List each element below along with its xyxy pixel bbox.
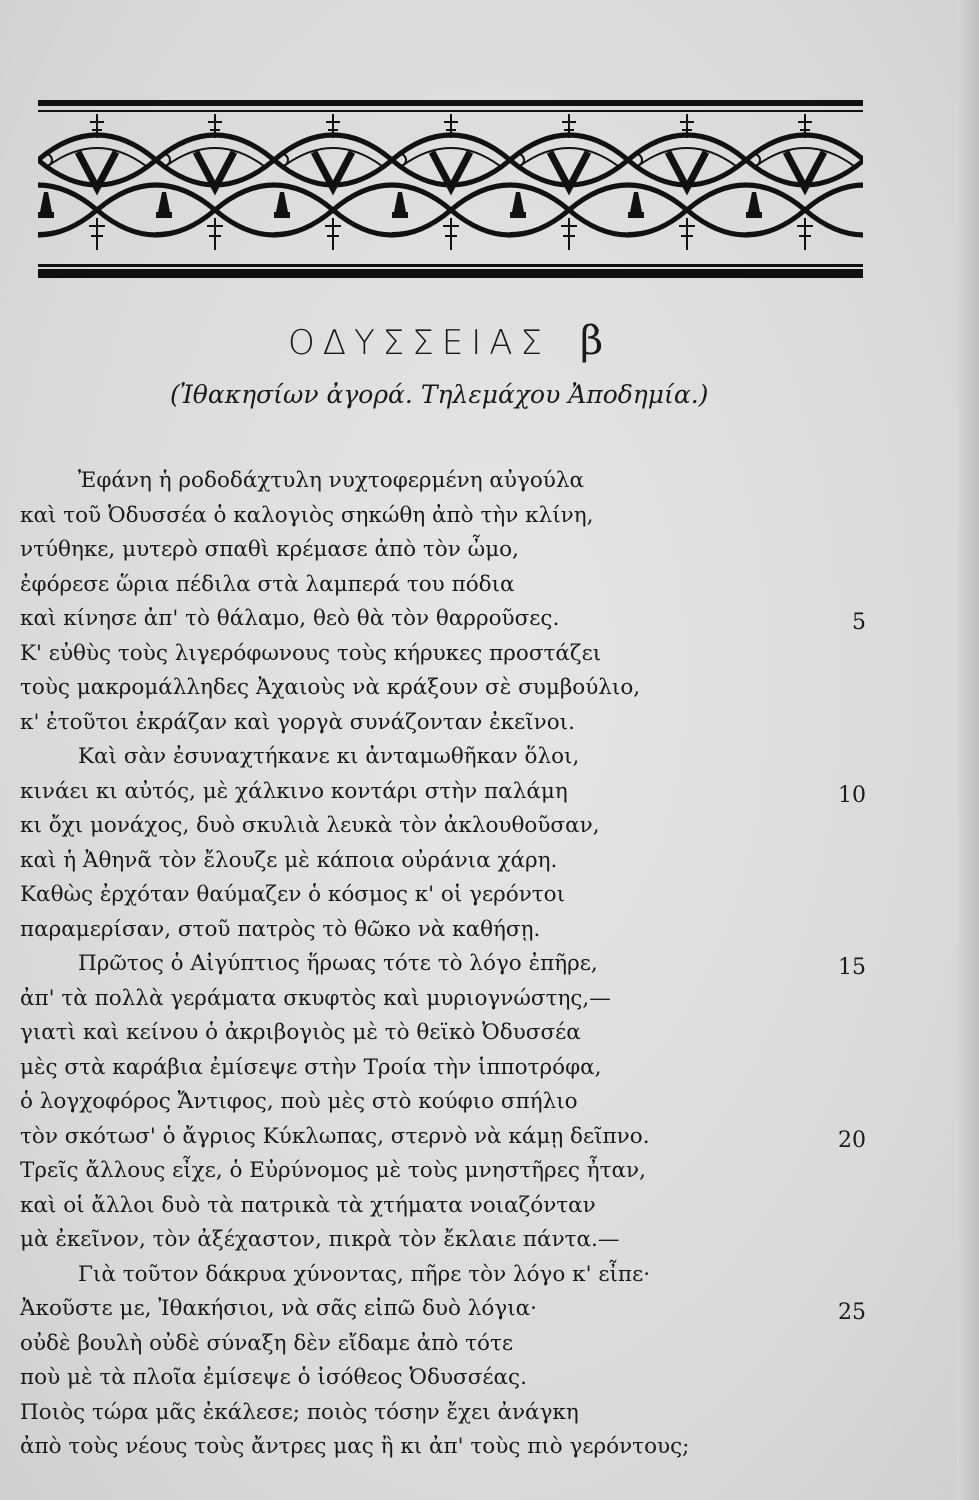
poem-line: ὁ λογχοφόρος Ἄντιφος, ποὺ μὲς στὸ κούφιο σπήλιο	[20, 1089, 578, 1114]
poem-line: ποὺ μὲ τὰ πλοῖα ἐμίσεψε ὁ ἰσόθεος Ὀδυσσέας.	[20, 1365, 527, 1390]
line-number: 5	[852, 610, 866, 635]
poem-line: καὶ οἱ ἄλλοι δυὸ τὰ πατρικὰ τὰ χτήματα νοιαζόνταν	[20, 1192, 596, 1218]
poem-line: οὐδὲ βουλὴ οὐδὲ σύναξη δὲν εἴδαμε ἀπὸ τότε	[20, 1330, 513, 1356]
poem-line: Γιὰ τοῦτον δάκρυα χύνοντας, πῆρε τὸν λόγο κ' εἶπε·	[78, 1261, 651, 1287]
line-number: 10	[838, 782, 866, 808]
poem-line: Πρῶτος ὁ Αἰγύπτιος ἥρωας τότε τὸ λόγο ἐπῆρε,	[78, 951, 598, 976]
poem-line: ἐφόρεσε ὥρια πέδιλα στὰ λαμπερά του πόδια	[20, 571, 515, 597]
poem-line: μὰ ἐκεῖνον, τὸν ἀξέχαστον, πικρὰ τὸν ἔκλαιε πάντα.—	[20, 1227, 620, 1252]
line-number: 20	[838, 1127, 866, 1153]
poem-line: καὶ ἡ Ἀθηνᾶ τὸν ἔλουζε μὲ κάποια οὐράνια χάρη.	[20, 847, 558, 873]
poem-line: ντύθηκε, μυτερὸ σπαθὶ κρέμασε ἀπὸ τὸν ὦμο,	[20, 537, 519, 562]
poem-line: καὶ κίνησε ἀπ' τὸ θάλαμο, θεὸ θὰ τὸν θαρροῦσες.	[20, 606, 560, 631]
poem-line: Ἐφάνη ἡ ροδοδάχτυλη νυχτοφερμένη αὐγούλα	[78, 468, 585, 493]
poem-line: κινάει κι αὐτός, μὲ χάλκινο κοντάρι στὴν παλάμη	[20, 778, 568, 804]
page-edge	[957, 0, 979, 1500]
poem-line: καὶ τοῦ Ὀδυσσέα ὁ καλογιὸς σηκώθη ἀπὸ τὴν κλίνη,	[20, 502, 594, 528]
poem-line: κι ὄχι μονάχος, δυὸ σκυλιὰ λευκὰ τὸν ἀκλουθοῦσαν,	[20, 813, 600, 838]
poem-line: γιατὶ καὶ κείνου ὁ ἀκριβογιὸς μὲ τὸ θεϊκὸ Ὀδυσσέα	[20, 1020, 581, 1045]
poem-line: παραμερίσαν, στοῦ πατρὸς τὸ θῶκο νὰ καθήσῃ.	[20, 916, 541, 942]
book-letter: β	[580, 318, 604, 364]
poem-line: Κ' εὐθὺς τοὺς λιγερόφωνους τοὺς κήρυκες προστάζει	[20, 640, 602, 666]
poem-line: Ποιὸς τώρα μᾶς ἐκάλεσε; ποιὸς τόσην ἔχει ἀνάγκη	[20, 1399, 579, 1425]
poem-line: τοὺς μακρομάλληδες Ἀχαιοὺς νὰ κράξουν σὲ συμβούλιο,	[20, 675, 641, 700]
poem-line: Καὶ σὰν ἐσυναχτήκανε κι ἀνταμωθῆκαν ὅλοι,	[78, 744, 580, 769]
decorative-ornament-border	[38, 100, 863, 278]
poem-line: μὲς στὰ καράβια ἐμίσεψε στὴν Τροία τὴν ἱπποτρόφα,	[20, 1054, 602, 1080]
poem-line: ἀπὸ τοὺς νέους τοὺς ἄντρες μας ἢ κι ἀπ' τοὺς πιὸ γερόντους;	[20, 1434, 690, 1459]
line-number: 15	[838, 955, 866, 980]
page-title	[288, 318, 603, 364]
line-number: 25	[838, 1300, 866, 1325]
title-text: ΟΔΥΣΣΕΙΑΣ	[288, 323, 551, 363]
poem-line: Τρεῖς ἄλλους εἶχε, ὁ Εὐρύνομος μὲ τοὺς μνηστῆρες ἦταν,	[20, 1158, 646, 1183]
poem-line: ἀπ' τὰ πολλὰ γεράματα σκυφτὸς καὶ μυριογνώστης,—	[20, 985, 611, 1011]
subtitle: (Ἰθακησίων ἀγορά. Τηλεμάχου Ἀποδημία.)	[170, 380, 709, 409]
poem-line: κ' ἐτοῦτοι ἐκράζαν καὶ γοργὰ συνάζονταν ἐκεῖνοι.	[20, 709, 575, 735]
poem-line: Καθὼς ἐρχόταν θαύμαζεν ὁ κόσμος κ' οἱ γερόντοι	[20, 882, 566, 907]
poem-line: τὸν σκότωσ' ὁ ἄγριος Κύκλωπας, στερνὸ νὰ κάμῃ δεῖπνο.	[20, 1123, 650, 1149]
poem-line: Ἀκοῦστε με, Ἰθακήσιοι, νὰ σᾶς εἰπῶ δυὸ λόγια·	[20, 1296, 537, 1321]
